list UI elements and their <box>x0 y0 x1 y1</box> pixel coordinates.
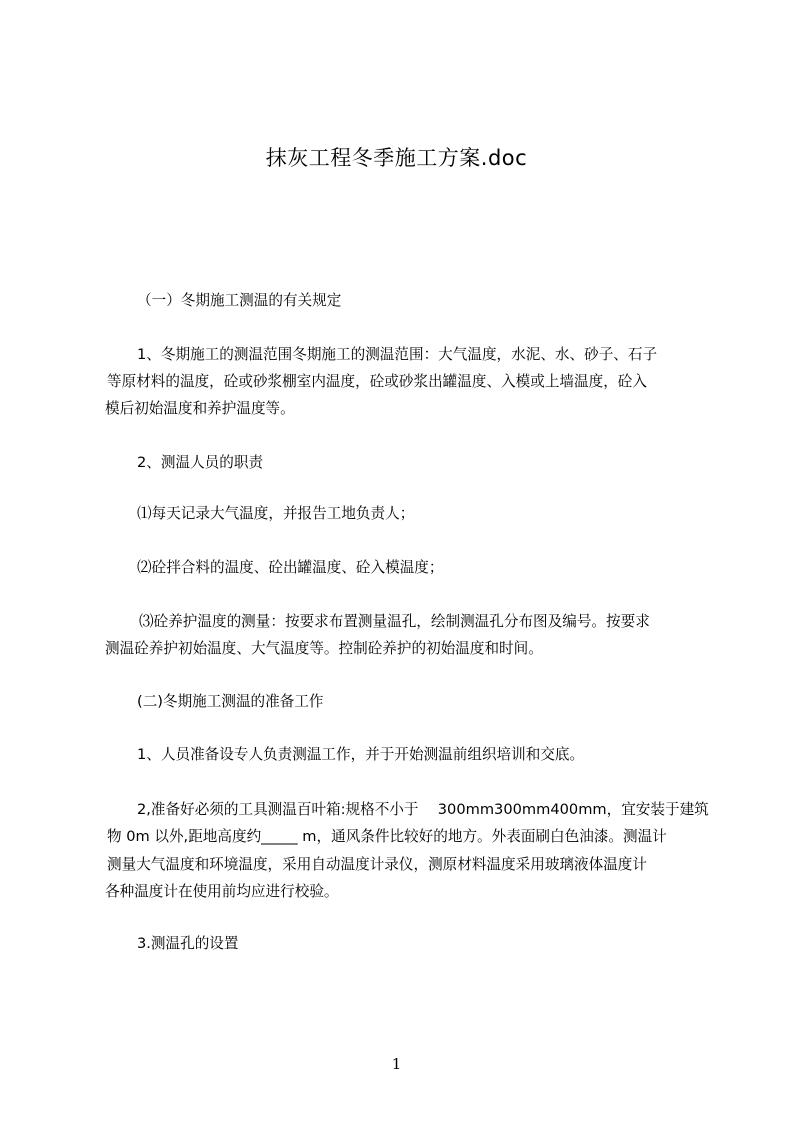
paragraph-line: 等原材料的温度，砼或砂浆棚室内温度，砼或砂浆出罐温度、入模或上墙温度，砼入 <box>107 373 647 390</box>
paragraph-line: 物 0m 以外,距地高度约_____ m，通风条件比较好的地方。外表面刷白色油漆。测温计 <box>107 828 667 845</box>
subheading: 2、测温人员的职责 <box>137 454 264 471</box>
paragraph-line: 1、冬期施工的测温范围冬期施工的测温范围：大气温度，水泥、水、砂子、石子 <box>137 346 658 363</box>
list-item: ⑵砼拌合料的温度、砼出罐温度、砼入模温度； <box>137 559 444 576</box>
paragraph-line: 2,准备好必须的工具测温百叶箱:规格不小于 300mm300mm400mm，宜安装于建筑 <box>137 801 709 818</box>
document-title: 抹灰工程冬季施工方案.doc <box>265 146 528 170</box>
page-number: 1 <box>391 1055 402 1073</box>
section-heading-2: (二)冬期施工测温的准备工作 <box>137 693 324 710</box>
paragraph-line: 模后初始温度和养护温度等。 <box>105 400 295 417</box>
paragraph-line: 测量大气温度和环境温度，采用自动温度计录仪，测原材料温度采用玻璃液体温度计 <box>107 856 647 873</box>
subheading: 3.测温孔的设置 <box>137 935 239 952</box>
list-item: ⑴每天记录大气温度，并报告工地负责人； <box>137 505 415 522</box>
list-item: ⑶砼养护温度的测量：按要求布置测量温孔，绘制测温孔分布图及编号。按要求 <box>139 613 650 630</box>
paragraph-line: 各种温度计在使用前均应进行校验。 <box>105 883 339 900</box>
section-heading-1: （一）冬期施工测温的有关规定 <box>137 292 342 309</box>
paragraph-line: 1、人员准备设专人负责测温工作，并于开始测温前组织培训和交底。 <box>137 746 585 763</box>
paragraph-line: 测温砼养护初始温度、大气温度等。控制砼养护的初始温度和时间。 <box>105 640 543 657</box>
